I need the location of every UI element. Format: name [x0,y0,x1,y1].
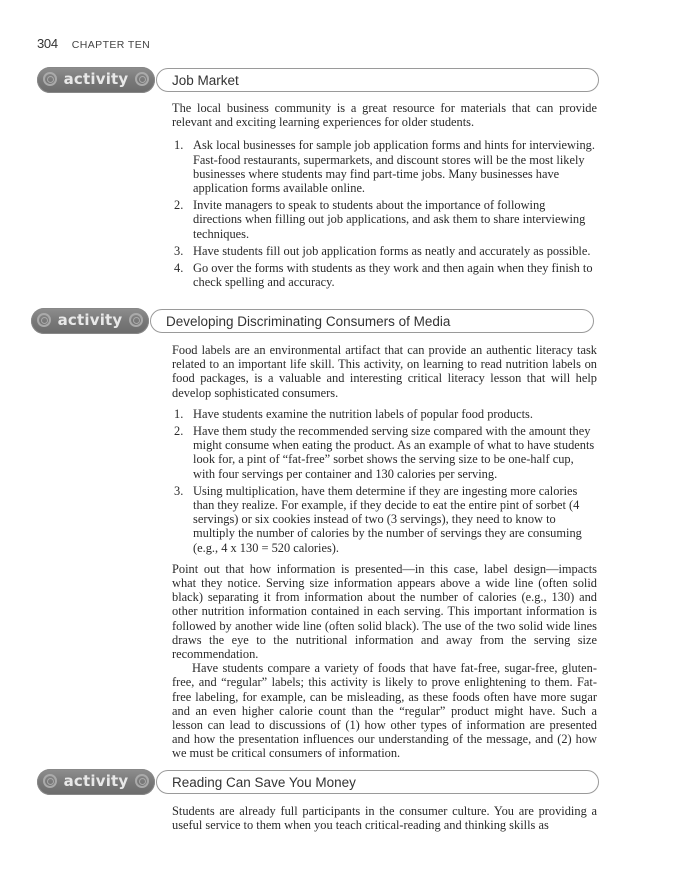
activity-title: Reading Can Save You Money [156,770,599,794]
activity-badge [37,769,155,795]
activity-heading-reading-saves-money [37,769,599,795]
activity-badge-label: activity [57,311,123,329]
page-number: 304 [37,36,58,51]
chapter-title: CHAPTER TEN [71,39,151,51]
activity-badge-label: activity [63,772,129,790]
target-ring-icon [37,313,51,327]
intro-paragraph: Food labels are an environmental artifact that can provide an authentic literacy task related to an important life skill. This activity, on learning to read nutrition labels on food packages, is a valuable and interesting critical literacy lesson that will help develop sophisticated consumers. [172,343,597,400]
target-ring-icon [129,313,143,327]
list-item: 4. Go over the forms with students as they work and then again when they finish to check spelling and accuracy. [174,261,593,290]
activity-badge-label: activity [63,70,129,88]
activity-title: Job Market [156,68,599,92]
list-item: 1. Ask local businesses for sample job application forms and hints for interviewing. Fast-food restaurants, supermarkets, and discount stores will be the most likely businesses where students may find part-time jobs. Many businesses have application forms available online. [174,138,595,196]
activity-body-media-consumers [172,343,597,761]
target-ring-icon [43,774,57,788]
steps-list [172,138,597,289]
activity-body-reading-saves-money [172,804,597,832]
intro-paragraph: Students are already full participants in the consumer culture. You are providing a useful service to them when you teach critical-reading and thinking skills as [172,804,597,833]
activity-body-job-market [172,101,597,292]
list-item: 3. Have students fill out job application forms as neatly and accurately as possible. [174,243,591,258]
activity-heading-job-market [37,67,599,93]
activity-badge [37,67,155,93]
activity-heading-media-consumers [31,308,594,334]
target-ring-icon [135,72,149,86]
running-head [37,36,150,51]
activity-title: Developing Discriminating Consumers of Media [150,309,594,333]
list-item: 2. Invite managers to speak to students about the importance of following directions when filling out job applications, and ask them to share interviewing techniques. [174,198,586,241]
activity-badge [31,308,149,334]
body-paragraph: Have students compare a variety of foods that have fat-free, sugar-free, gluten-free, and “regular” labels; this activity is likely to prove enlightening to them. Fat-free labeling, for example, can be misleading, as these foods often have more sugar and an even higher calorie count than the “regular” product might have. Such a lesson can lead to discussions of (1) how other types of information are presented and how the presentation influences our understanding of the message, and (2) how we must be critical consumers of information. [172,661,597,761]
target-ring-icon [135,774,149,788]
body-paragraph: Point out that how information is presented—in this case, label design—impacts what they notice. Serving size information appears above a wide line (often solid black) separating it from information about the number of calories (e.g., 130) and other nutrition information contained in each serving. This important information is followed by another wide line (often solid black). The use of the two solid wide lines draws the eye to the nutritional information and away from the serving size recommendation. [172,561,597,662]
steps-list [172,407,597,555]
list-item: 2. Have them study the recommended serving size compared with the amount they might consume when eating the product. As an example of what to have students look for, a pint of “fat-free” sorbet shows the serving size to be one-half cup, with four servings per container and 130 calories per serving. [174,424,595,481]
list-item: 1. Have students examine the nutrition labels of popular food products. [174,406,533,421]
list-item: 3. Using multiplication, have them determine if they are ingesting more calories than they realize. For example, if they decide to eat the entire pint of sorbet (4 servings) or six cookies instead of two (3 servings), they need to know to multiply the number of calories by the number of servings they are consuming (e.g., 4 x 130 = 520 calories). [174,483,582,555]
target-ring-icon [43,72,57,86]
intro-paragraph: The local business community is a great resource for materials that can provide relevant and exciting learning experiences for older students. [172,101,597,130]
